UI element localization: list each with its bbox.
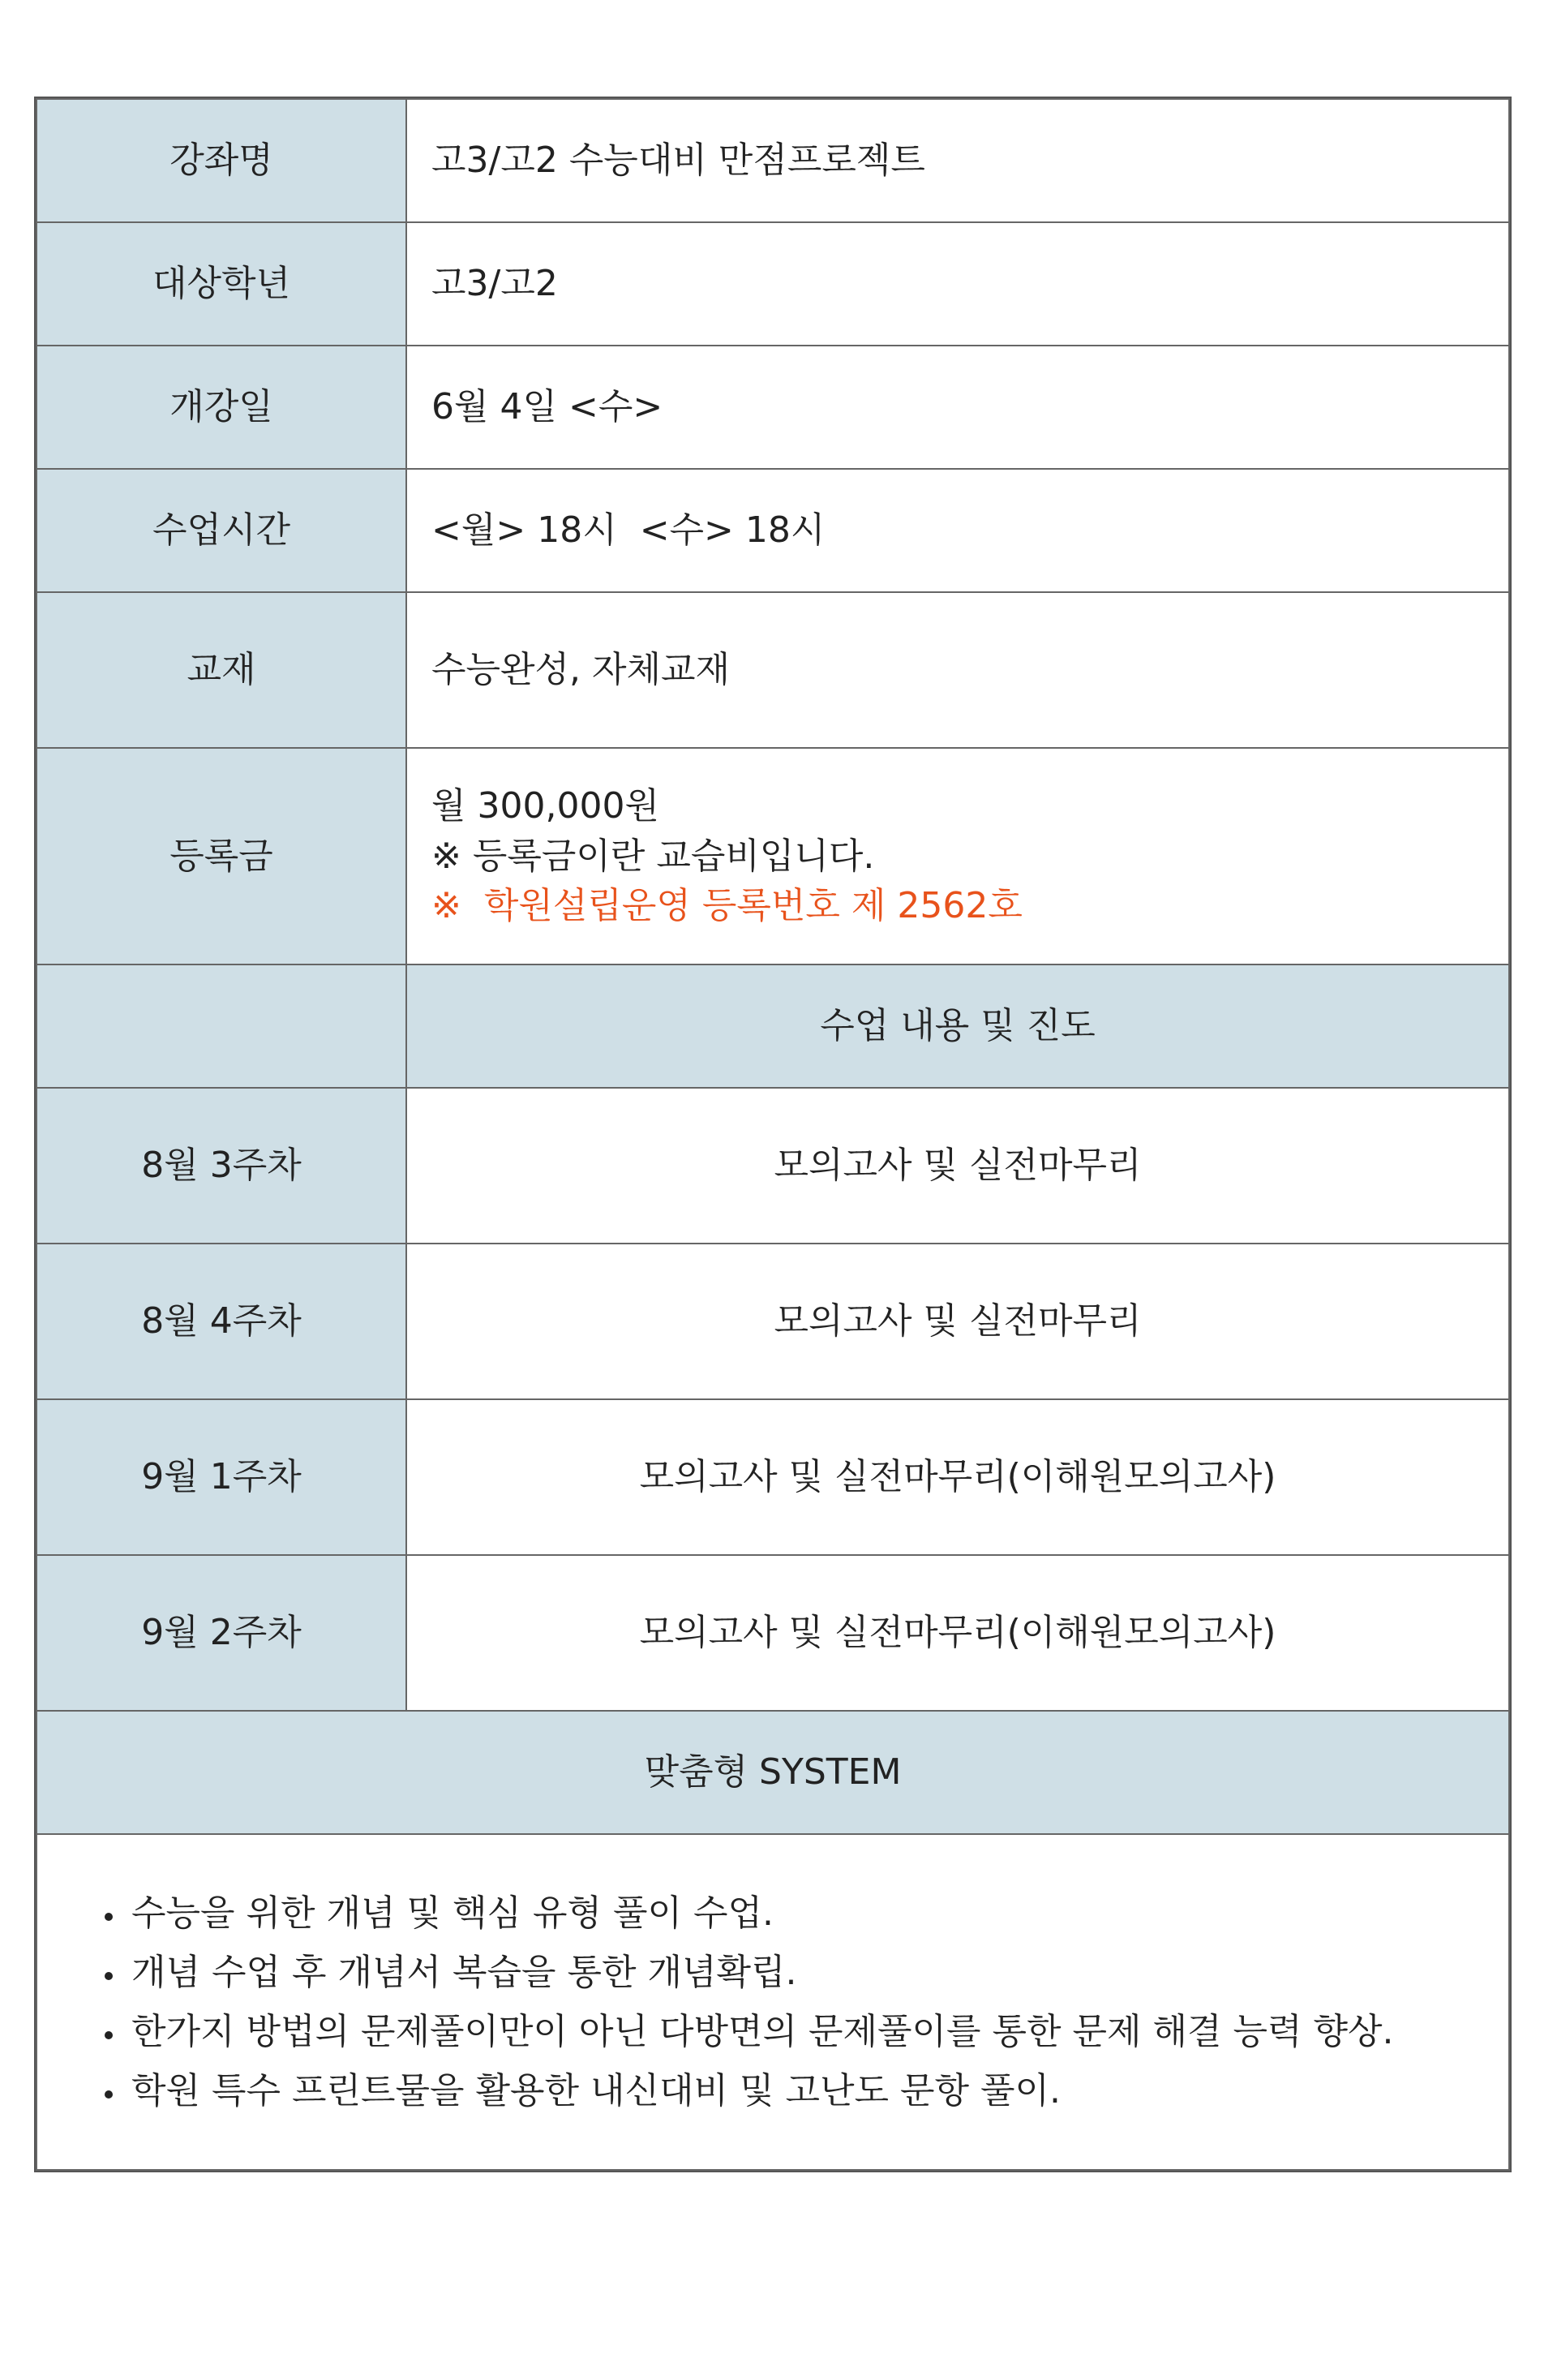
schedule-row — [36, 1088, 1509, 1244]
system-list-cell — [36, 1834, 1509, 2170]
schedule-week: 9월 1주차 — [36, 1399, 406, 1555]
schedule-header-blank — [36, 964, 406, 1088]
row-textbook — [36, 592, 1509, 748]
course-info-document — [34, 97, 1512, 2172]
feature-item: • 한가지 방법의 문제풀이만이 아닌 다방면의 문제풀이를 통한 문제 해결 능력 향상. — [127, 2002, 1508, 2061]
tuition-note: ※ 등록금이란 교습비입니다. — [431, 835, 875, 877]
target-grade-value: 고3/고2 — [406, 222, 1509, 346]
schedule-week: 8월 3주차 — [36, 1088, 406, 1244]
course-info-table — [36, 98, 1510, 2171]
textbook-value: 수능완성, 자체교재 — [406, 592, 1509, 748]
tuition-amount: 월 300,000원 — [431, 785, 659, 827]
registration-number: ※ 학원설립운영 등록번호 제 2562호 — [431, 885, 1023, 927]
row-course-name — [36, 99, 1509, 222]
schedule-content: 모의고사 및 실전마무리 — [406, 1244, 1509, 1399]
row-tuition — [36, 748, 1509, 964]
feature-item: • 학원 특수 프린트물을 활용한 내신대비 및 고난도 문항 풀이. — [127, 2061, 1508, 2120]
schedule-row — [36, 1399, 1509, 1555]
system-header: 맞춤형 SYSTEM — [36, 1711, 1509, 1834]
schedule-week: 8월 4주차 — [36, 1244, 406, 1399]
target-grade-label: 대상학년 — [36, 222, 406, 346]
course-name-value: 고3/고2 수능대비 만점프로젝트 — [406, 99, 1509, 222]
class-time-label: 수업시간 — [36, 469, 406, 592]
start-date-label: 개강일 — [36, 346, 406, 469]
schedule-row — [36, 1244, 1509, 1399]
schedule-header: 수업 내용 및 진도 — [406, 964, 1509, 1088]
feature-item: • 수능을 위한 개념 및 핵심 유형 풀이 수업. — [127, 1884, 1508, 1943]
system-feature-list — [37, 1835, 1508, 2169]
class-time-value: <월> 18시 <수> 18시 — [406, 469, 1509, 592]
schedule-header-row — [36, 964, 1509, 1088]
system-list-row — [36, 1834, 1509, 2170]
course-name-label: 강좌명 — [36, 99, 406, 222]
schedule-row — [36, 1555, 1509, 1711]
schedule-content: 모의고사 및 실전마무리 — [406, 1088, 1509, 1244]
row-target-grade — [36, 222, 1509, 346]
system-header-row — [36, 1711, 1509, 1834]
row-class-time — [36, 469, 1509, 592]
feature-item: • 개념 수업 후 개념서 복습을 통한 개념확립. — [127, 1943, 1508, 2002]
tuition-value — [406, 748, 1509, 964]
tuition-label: 등록금 — [36, 748, 406, 964]
start-date-value: 6월 4일 <수> — [406, 346, 1509, 469]
textbook-label: 교재 — [36, 592, 406, 748]
schedule-content: 모의고사 및 실전마무리(이해원모의고사) — [406, 1399, 1509, 1555]
row-start-date — [36, 346, 1509, 469]
schedule-week: 9월 2주차 — [36, 1555, 406, 1711]
schedule-content: 모의고사 및 실전마무리(이해원모의고사) — [406, 1555, 1509, 1711]
